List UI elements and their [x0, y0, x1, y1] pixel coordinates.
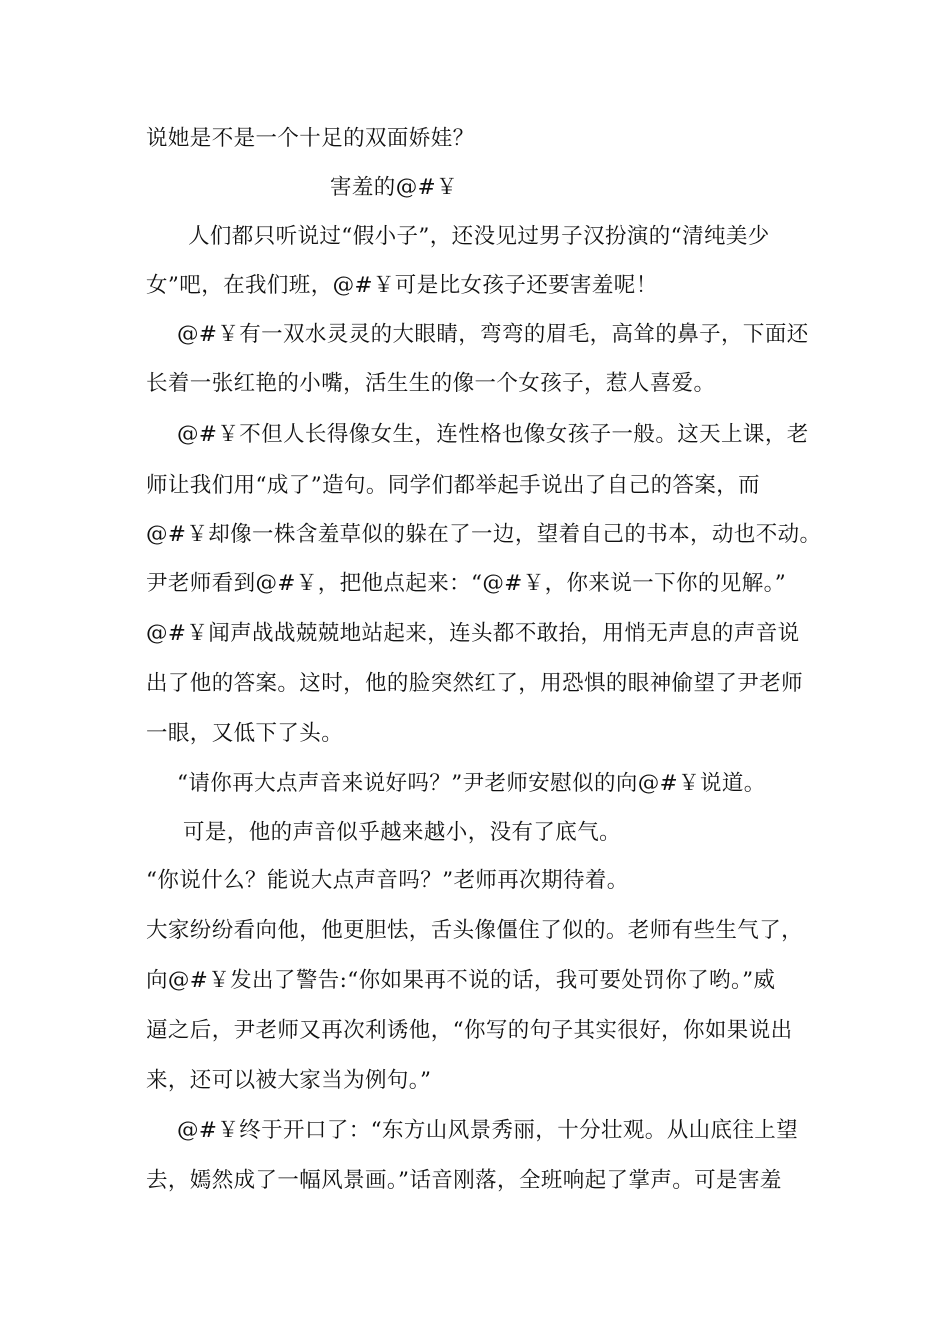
text-line-1: 说她是不是一个十足的双面娇娃？: [146, 126, 475, 151]
text-line-13: 一眼，又低下了头。: [146, 721, 344, 746]
text-line-22: 去，嫣然成了一幅风景画。”话音刚落，全班响起了掌声。可是害羞: [146, 1168, 782, 1193]
text-line-5: @#￥有一双水灵灵的大眼睛，弯弯的眉毛，高耸的鼻子，下面还: [177, 322, 809, 347]
text-line-20: 来，还可以被大家当为例句。”: [146, 1068, 432, 1093]
text-line-16: “你说什么？能说大点声音吗？”老师再次期待着。: [146, 868, 629, 893]
text-line-15: 可是，他的声音似乎越来越小，没有了底气。: [183, 820, 622, 845]
text-line-7: @#￥不但人长得像女生，连性格也像女孩子一般。这天上课，老: [177, 422, 809, 447]
text-line-19: 逼之后，尹老师又再次利诱他，“你写的句子其实很好，你如果说出: [146, 1018, 793, 1043]
section-title: 害羞的@#￥: [330, 175, 458, 200]
text-line-21: @#￥终于开口了：“东方山风景秀丽，十分壮观。从山底往上望: [177, 1118, 799, 1143]
text-line-4: 女”吧，在我们班，@#￥可是比女孩子还要害羞呢！: [146, 273, 658, 298]
text-line-12: 出了他的答案。这时，他的脸突然红了，用恐惧的眼神偷望了尹老师: [146, 671, 804, 696]
text-line-9: @#￥却像一株含羞草似的躲在了一边，望着自己的书本，动也不动。: [146, 522, 822, 547]
text-line-8: 师让我们用“成了”造句。同学们都举起手说出了自己的答案，而: [146, 473, 761, 498]
text-line-17: 大家纷纷看向他，他更胆怯，舌头像僵住了似的。老师有些生气了，: [146, 918, 804, 943]
text-line-11: @#￥闻声战战兢兢地站起来，连头都不敢抬，用悄无声息的声音说: [146, 621, 800, 646]
text-line-6: 长着一张红艳的小嘴，活生生的像一个女孩子，惹人喜爱。: [146, 371, 716, 396]
text-line-14: “请你再大点声音来说好吗？”尹老师安慰似的向@#￥说道。: [177, 771, 766, 796]
text-line-18: 向@#￥发出了警告:“你如果再不说的话，我可要处罚你了哟。”威: [146, 968, 776, 993]
text-line-10: 尹老师看到@#￥，把他点起来：“@#￥，你来说一下你的见解。”: [146, 571, 787, 596]
text-line-3: 人们都只听说过“假小子”，还没见过男子汉扮演的“清纯美少: [188, 224, 770, 249]
